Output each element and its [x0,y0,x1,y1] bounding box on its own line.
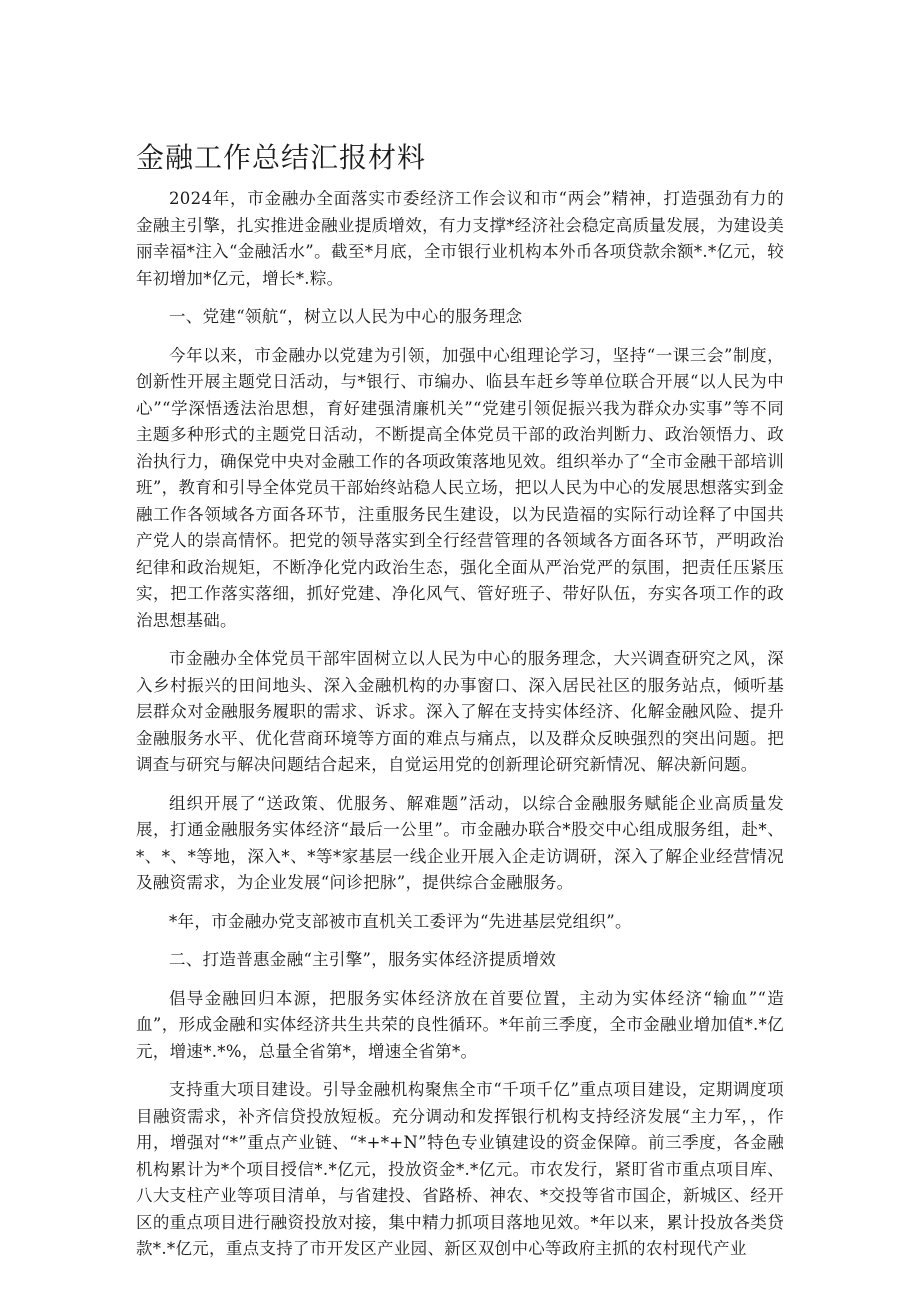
body-paragraph: 市金融办全体党员干部牢固树立以人民为中心的服务理念，大兴调查研究之风，深入乡村振兴的田间地头、深入金融机构的办事窗口、深入居民社区的服务站点，倾听基层群众对金融服务履职的需求、诉求。深入了解在支持实体经济、化解金融风险、提升金融服务水平、优化营商环境等方面的难点与痛点，以及群众反映强烈的突出问题。把调查与研究与解决问题结合起来，自觉运用党的创新理论研究新情况、解决新问题。 [136,649,784,774]
document-body [136,186,784,1275]
body-paragraph: 倡导金融回归本源，把服务实体经济放在首要位置，主动为实体经济“输血”“造血”，形成金融和实体经济共生共荣的良性循环。*年前三季度，全市金融业增加值*.*亿元，增速*.*%，总量全省第*，增速全省第*。 [136,988,784,1061]
body-paragraph: 今年以来，市金融办以党建为引领，加强中心组理论学习，坚持“一课三会”制度，创新性开展主题党日活动，与*银行、市编办、临县车赶乡等单位联合开展“以人民为中心”“学深悟透法治思想，育好建强清廉机关”“党建引领促振兴我为群众办实事”等不同主题多种形式的主题党日活动，不断提高全体党员干部的政治判断力、政治领悟力、政治执行力，确保党中央对金融工作的各项政策落地见效。组织举办了“全市金融干部培训班”，教育和引导全体党员干部始终站稳人民立场，把以人民为中心的发展思想落实到金融工作各领域各方面各环节，注重服务民生建设，以为民造福的实际行动诠释了中国共产党人的崇高情怀。把党的领导落实到全行经营管理的各领域各方面各环节，严明政治纪律和政治规矩，不断净化党内政治生态，强化全面从严治党严的氛围，把责任压紧压实，把工作落实落细，抓好党建、净化风气、管好班子、带好队伍，夯实各项工作的政治思想基础。 [136,345,784,630]
body-paragraph: *年，市金融办党支部被市直机关工委评为“先进基层党组织”。 [169,911,632,931]
body-paragraph: 支持重大项目建设。引导金融机构聚焦全市“千项千亿”重点项目建设，定期调度项目融资需求，补齐信贷投放短板。充分调动和发挥银行机构支持经济发展“主力军，，作用，增强对“*”重点产业链、“*+*+N”特色专业镇建设的资金保障。前三季度，各金融机构累计为*个项目授信*.*亿元，投放资金*.*亿元。市农发行，紧盯省市重点项目库、八大支柱产业等项目清单，与省建投、省路桥、神农、*交投等省市国企，新城区、经开区的重点项目进行融资投放对接，集中精力抓项目落地见效。*年以来，累计投放各类贷款*.*亿元，重点支持了市开发区产业园、新区双创中心等政府主抓的农村现代产业 [136,1080,784,1258]
intro-paragraph: 2024年，市金融办全面落实市委经济工作会议和市“两会”精神，打造强劲有力的金融主引擎，扎实推进金融业提质增效，有力支撑*经济社会稳定高质量发展，为建设美丽幸福*注入“金融活水”。截至*月底，全市银行业机构本外币各项贷款余额*.*亿元，较年初增加*亿元，增长*.粽。 [136,189,784,288]
body-paragraph: 组织开展了“送政策、优服务、解难题”活动，以综合金融服务赋能企业高质量发展，打通金融服务实体经济“最后一公里”。市金融办联合*股交中心组成服务组，赴*、*、*、*等地，深入*、*等*家基层一线企业开展入企走访调研，深入了解企业经营情况及融资需求，为企业发展“问诊把脉”，提供综合金融服务。 [136,793,784,892]
section-heading-1: 一、党建“领航“，树立以人民为中心的服务理念 [169,307,523,326]
section-heading-2: 二、打造普惠金融“主引擎”，服务实体经济提质增效 [169,950,557,969]
document-title: 金融工作总结汇报材料 [136,141,427,174]
